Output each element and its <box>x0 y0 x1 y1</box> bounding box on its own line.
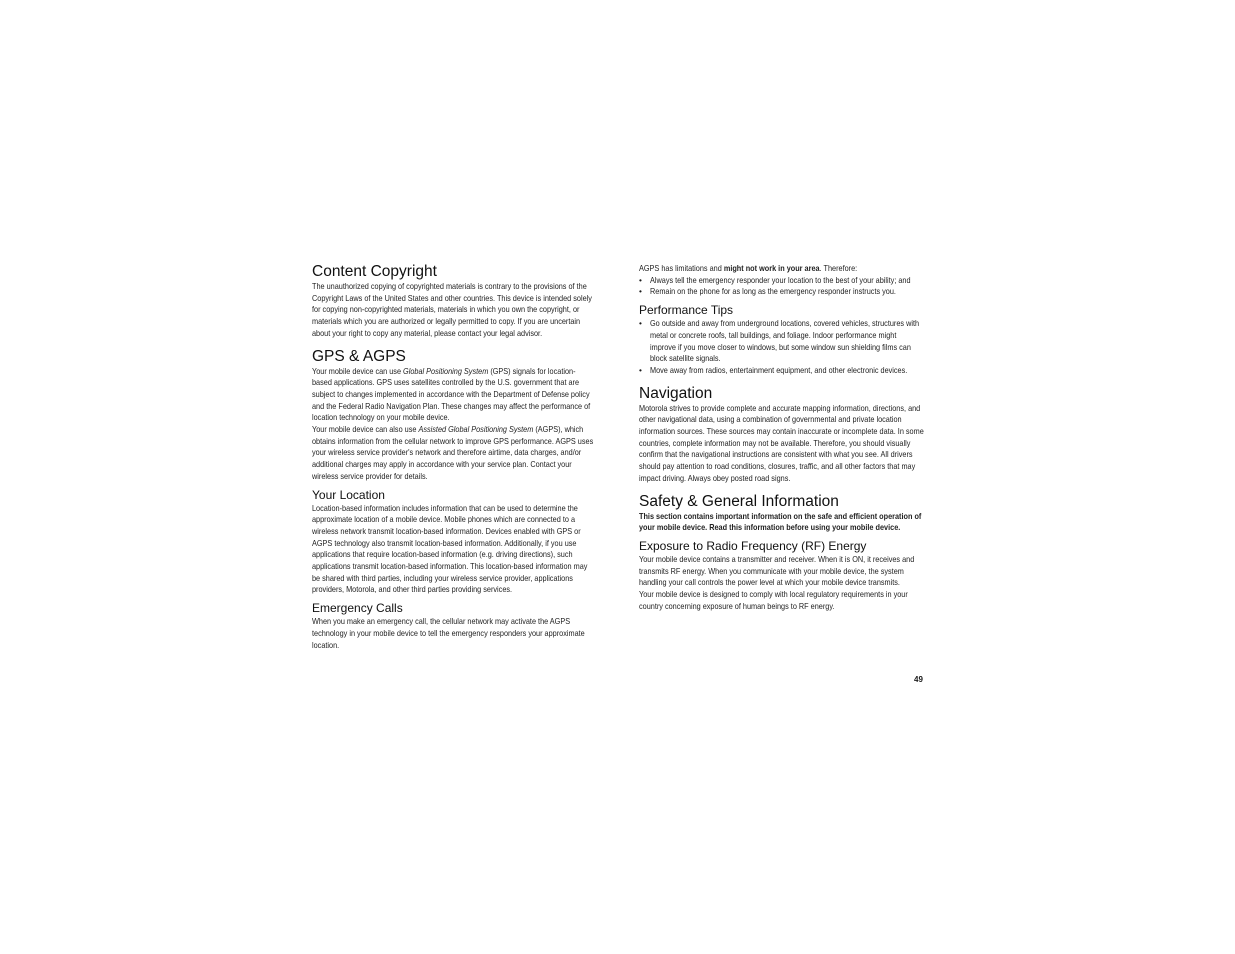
agps-intro-text-a: AGPS has limitations and <box>639 263 724 273</box>
performance-tips-list <box>639 318 924 377</box>
rf-exposure-heading: Exposure to Radio Frequency (RF) Energy <box>639 538 867 553</box>
gps-paragraph-2 <box>312 424 595 483</box>
gps-p1-term: Global Positioning System <box>403 365 489 376</box>
page-number: 49 <box>914 675 923 684</box>
gps-p2-text-a: Your mobile device can also use <box>312 424 419 435</box>
list-item-text: • Always tell the emergency responder your location to the best of your ability; and <box>650 274 911 285</box>
your-location-body: Location-based information includes information that can be used to determine the approximate location of a mobile device. Mobile phones which are connected to a wireless network transmit location-based information. Devices enabled with GPS or AGPS technology also transmit location-based information. Additionally, if you use applications that require location-based information (e.g. driving directions), such applications transmit location-based information. This location-based information may be shared with third parties, including your wireless service provider, applications providers, Motorola, and other third parties providing services. <box>312 502 588 595</box>
gps-paragraph-1 <box>312 366 595 425</box>
list-item <box>639 286 924 298</box>
list-item-text: • Remain on the phone for as long as the emergency responder instructs you. <box>650 286 896 297</box>
agps-limits-list <box>639 275 924 298</box>
agps-intro-bold: might not work in your area <box>723 263 820 273</box>
gps-p2-text-b: (AGPS), which obtains information from the cellular network to improve GPS performance. AGPS uses your wireless service provider's network and therefore airtime, data charges, and/or additional charges may apply in accordance with your service plan. Contact your wireless service provider for details. <box>312 424 594 481</box>
list-item <box>639 318 924 365</box>
rf-exposure-paragraph-1: Your mobile device contains a transmitter and receiver. When it is ON, it receives and transmits RF energy. When you communicate with your mobile device, the system handling your call controls the power level at which your mobile device transmits. <box>639 553 915 588</box>
safety-intro-bold: This section contains important information on the safe and efficient operation of your mobile device. Read this information before using your mobile device. <box>639 510 922 533</box>
agps-limits-intro <box>639 263 924 275</box>
performance-tips-heading: Performance Tips <box>639 303 734 318</box>
list-item-text: • Go outside and away from underground locations, covered vehicles, structures with metal or concrete roofs, tall buildings, and foliage. Indoor performance might improve if you move closer to windows, but some window sun shielding films can block satellite signals. <box>650 318 920 364</box>
emergency-calls-body: When you make an emergency call, the cellular network may activate the AGPS technology in your mobile device to tell the emergency responders your approximate location. <box>312 616 585 650</box>
gps-p2-term: Assisted Global Positioning System <box>418 424 534 435</box>
agps-intro-text-b: . Therefore: <box>819 263 858 273</box>
safety-intro <box>639 511 924 534</box>
list-item-text: • Move away from radios, entertainment equipment, and other electronic devices. <box>650 364 908 375</box>
navigation-body: Motorola strives to provide complete and accurate mapping information, directions, and other navigational data, using a combination of governmental and private location information sources. These sources may contain inaccurate or incomplete data. In some countries, complete information may not be available. Therefore, you should visually confirm that the navigational instructions are consistent with what you see. All drivers should pay attention to road conditions, closures, traffic, and all other factors that may impact driving. Always obey posted road signs. <box>639 402 924 483</box>
gps-p1-text-b: (GPS) signals for location-based applications. GPS uses satellites controlled by the U.S. government that are subject to changes implemented in accordance with the Department of Defense policy and the Federal Radio Navigation Plan. These changes may affect the performance of location technology on your mobile device. <box>312 365 591 423</box>
emergency-calls-heading: Emergency Calls <box>312 601 403 616</box>
list-item <box>639 365 924 377</box>
gps-agps-heading: GPS & AGPS <box>312 347 406 365</box>
safety-heading: Safety & General Information <box>639 492 839 510</box>
content-copyright-body: The unauthorized copying of copyrighted materials is contrary to the provisions of the Copyright Laws of the United States and other countries. This device is intended solely for copying non-copyrighted materials, materials in which you own the copyright, or materials which you are authorized or legally permitted to copy. If you are uncertain about your right to copy any material, please contact your legal advisor. <box>312 281 592 338</box>
your-location-heading: Your Location <box>312 487 385 502</box>
rf-exposure-paragraph-2: Your mobile device is designed to comply with local regulatory requirements in your country concerning exposure of human beings to RF energy. <box>639 589 908 611</box>
gps-p1-text-a: Your mobile device can use <box>312 365 404 376</box>
content-copyright-heading: Content Copyright <box>312 263 437 280</box>
left-column <box>312 263 595 651</box>
right-column <box>639 263 924 612</box>
navigation-heading: Navigation <box>639 384 713 402</box>
list-item <box>639 275 924 287</box>
